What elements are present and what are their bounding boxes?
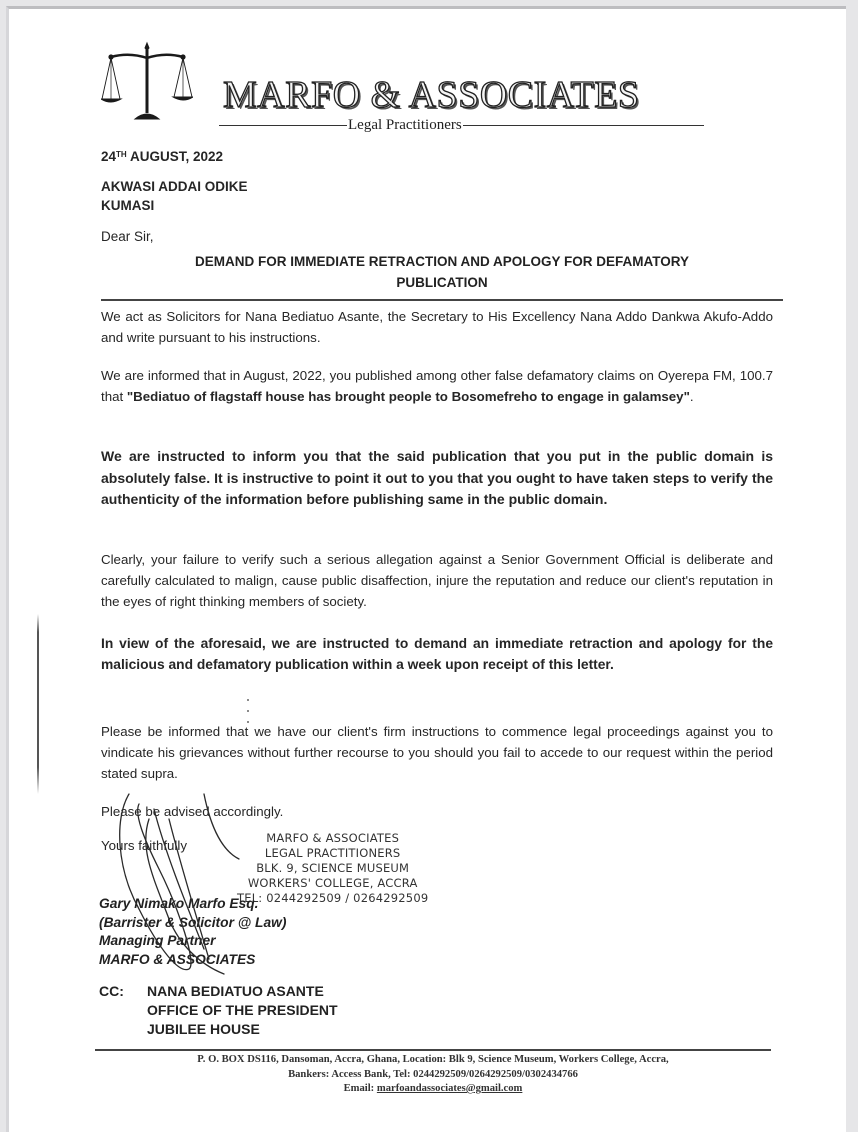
date-suffix: TH bbox=[116, 150, 127, 159]
paragraph-4: Clearly, your failure to verify such a serious allegation against a Senior Government Official is deliberate and carefully calculated to malign, cause public disaffection, injure the reputation and reduce our client's reputation in the eyes of right thinking members of society. bbox=[101, 552, 773, 609]
signer-name: Gary Nimako Marfo Esq. bbox=[99, 896, 259, 911]
stamp-line: MARFO & ASSOCIATES bbox=[266, 831, 400, 845]
letter-page bbox=[6, 6, 846, 1132]
paragraph-5: In view of the aforesaid, we are instructed to demand an immediate retraction and apology for the malicious and defamatory publication within a week upon receipt of this letter. bbox=[101, 636, 773, 672]
signer-role: Managing Partner bbox=[99, 933, 216, 948]
stamp-line: TEL: 0244292509 / 0264292509 bbox=[237, 891, 429, 905]
tagline-rule-left bbox=[219, 125, 347, 127]
subject-heading bbox=[101, 251, 783, 293]
stamp-line: WORKERS' COLLEGE, ACCRA bbox=[247, 876, 418, 890]
scales-of-justice-icon bbox=[101, 41, 193, 121]
paragraph-3: We are instructed to inform you that the said publication that you put in the public domain is absolutely false. It is instructive to point it out to you that you ought to have taken steps to verify the authenticity of the information before publishing same in the public domain. bbox=[101, 448, 773, 507]
recipient-name: AKWASI ADDAI ODIKE bbox=[101, 179, 248, 194]
paragraph-2-end: . bbox=[689, 389, 694, 404]
footer-rule bbox=[95, 1049, 771, 1051]
cc-label: CC: bbox=[99, 983, 124, 999]
margin-line bbox=[37, 614, 39, 794]
date-day: 24 bbox=[101, 149, 117, 164]
signer-firm: MARFO & ASSOCIATES bbox=[99, 951, 256, 967]
letter-date bbox=[101, 144, 773, 167]
footer-address: P. O. BOX DS116, Dansoman, Accra, Ghana, Location: Blk 9, Science Museum, Workers College, Accra, bbox=[197, 1054, 669, 1065]
paragraph-6: Please be informed that we have our client's firm instructions to commence legal proceedings against you to vindicate his grievances without further recourse to you should you fail to accede to our request within the period stated supra. bbox=[101, 724, 773, 781]
date-rest: AUGUST, 2022 bbox=[126, 149, 223, 164]
paragraph-2 bbox=[101, 365, 773, 407]
subject-line-2: PUBLICATION bbox=[396, 275, 488, 290]
subject-rule bbox=[101, 299, 783, 301]
tagline-text: Legal Practitioners bbox=[348, 117, 462, 133]
subject-line-1: DEMAND FOR IMMEDIATE RETRACTION AND APOLOGY FOR DEFAMATORY bbox=[195, 254, 689, 269]
signer-title: (Barrister & Solicitor @ Law) bbox=[99, 914, 287, 930]
sign-off: Yours faithfully bbox=[101, 838, 187, 853]
cc-block bbox=[99, 982, 338, 1039]
tagline bbox=[219, 117, 704, 134]
cc-line: JUBILEE HOUSE bbox=[147, 1021, 260, 1037]
footer-email-label: Email: bbox=[343, 1083, 377, 1094]
stamp-line: LEGAL PRACTITIONERS bbox=[264, 846, 401, 860]
footer-email-row bbox=[95, 1082, 771, 1097]
firm-name: MARFO & ASSOCIATES bbox=[223, 74, 640, 116]
recipient-city: KUMASI bbox=[101, 198, 155, 213]
stamp-line: BLK. 9, SCIENCE MUSEUM bbox=[256, 861, 410, 875]
footer-email-link[interactable]: marfoandassociates@gmail.com bbox=[376, 1083, 523, 1094]
footer-bank-tel: Bankers: Access Bank, Tel: 0244292509/0264292509/0302434766 bbox=[288, 1068, 578, 1080]
cc-line: NANA BEDIATUO ASANTE bbox=[147, 983, 324, 999]
closing-line: Please be advised accordingly. bbox=[101, 804, 284, 819]
cc-recipients bbox=[147, 982, 338, 1039]
handwritten-signature bbox=[109, 789, 289, 979]
recipient-block bbox=[101, 177, 773, 215]
paragraph-2-quote: "Bediatuo of flagstaff house has brought people to Bosomefreho to engage in galamsey" bbox=[126, 389, 690, 404]
letter-footer bbox=[95, 1053, 771, 1097]
salutation: Dear Sir, bbox=[101, 229, 154, 244]
paragraph-2-text: We are informed that in August, 2022, you published among other false defamatory claims on Oyerepa FM, 100.7 that bbox=[101, 368, 773, 404]
paragraph-1: We act as Solicitors for Nana Bediatuo Asante, the Secretary to His Excellency Nana Addo Dankwa Akufo-Addo and write pursuant to his instructions. bbox=[101, 309, 773, 345]
cc-line: OFFICE OF THE PRESIDENT bbox=[147, 1002, 338, 1018]
tagline-rule-right bbox=[463, 125, 704, 127]
